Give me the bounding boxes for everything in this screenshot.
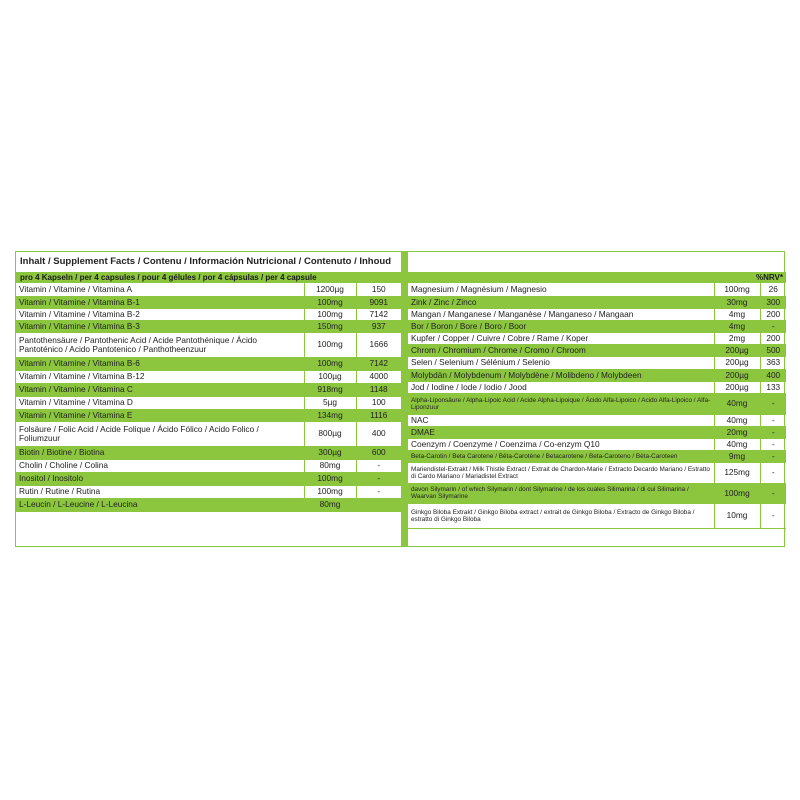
nutrient-nrv: 1116 [356,409,401,421]
nutrient-row [408,381,786,393]
nutrient-row [408,414,786,426]
nutrient-nrv: 1148 [356,383,401,396]
nutrient-nrv: - [356,485,401,498]
nutrient-nrv: - [760,426,786,438]
label-title: Inhalt / Supplement Facts / Contenu / Información Nutricional / Contenuto / Inhoud [16,252,401,273]
nutrient-amount: 40mg [714,414,760,426]
nutrient-amount: 40mg [714,393,760,414]
nutrient-nrv: 100 [356,396,401,409]
nutrient-nrv: 400 [356,421,401,446]
nutrient-nrv: 1666 [356,332,401,357]
nutrient-nrv: - [760,483,786,503]
nutrient-row [16,472,401,485]
nutrient-amount: 4mg [714,308,760,320]
nutrient-name: Vitamin / Vitamine / Vitamina A [16,283,304,296]
nutrient-nrv: 600 [356,446,401,459]
nutrient-amount: 100mg [304,485,356,498]
nutrient-name: Rutin / Rutine / Rutina [16,485,304,498]
nutrient-name: Magnesium / Magnésium / Magnesio [408,283,714,296]
nutrient-nrv: - [760,503,786,528]
nutrient-name: Zink / Zinc / Zinco [408,296,714,308]
nutrient-row [16,296,401,308]
nutrient-amount: 200µg [714,381,760,393]
nutrient-row [408,283,786,296]
nutrient-nrv: 200 [760,308,786,320]
nutrient-name: L-Leucin / L-Leucine / L-Leucina [16,498,304,511]
right-header-blank [408,252,786,273]
nutrient-name: Pantothensäure / Pantothenic Acid / Acide Pantothénique / Ácido Pantoténico / Acido Pantotenico / Panthotheenzuur [16,332,304,357]
nutrient-nrv: 9091 [356,296,401,308]
nutrient-row [408,308,786,320]
nutrient-name: Bor / Boron / Bore / Boro / Boor [408,320,714,332]
nutrient-row [16,421,401,446]
nutrient-row [16,409,401,421]
nutrient-row [16,283,401,296]
nutrient-nrv: 400 [760,369,786,381]
nutrient-row [16,446,401,459]
nutrient-name: Vitamin / Vitamine / Vitamina B-6 [16,357,304,370]
nutrient-name: Vitamin / Vitamine / Vitamina B-12 [16,370,304,383]
nutrient-amount: 10mg [714,503,760,528]
nutrient-row [408,356,786,369]
nutrient-name: Alpha-Liponsäure / Alpha-Lipoic Acid / Acide Alpha-Lipoique / Ácido Alfa-Lipoico / Acido Alfa-Lipoico / Alfa-Liponzuur [408,393,714,414]
nutrient-amount: 134mg [304,409,356,421]
right-nutrient-table [408,283,786,529]
nutrient-name: Biotin / Biotine / Biotina [16,446,304,459]
nutrient-name: Cholin / Choline / Colina [16,459,304,472]
nutrient-amount: 150mg [304,320,356,332]
nutrient-nrv: 200 [760,332,786,344]
nutrient-name: Mangan / Manganese / Manganèse / Manganeso / Mangaan [408,308,714,320]
nutrient-amount: 80mg [304,498,356,511]
nutrient-name: Mariendistel-Extrakt / Milk Thistle Extract / Extrait de Chardon-Marie / Extracto Decardo Mariano / Estratto di Cardo Mariano / Mariadistel Extract [408,462,714,483]
nutrient-amount: 100mg [304,332,356,357]
nutrient-row [408,426,786,438]
nutrient-nrv: 937 [356,320,401,332]
nutrient-amount: 200µg [714,344,760,356]
nutrient-name: Vitamin / Vitamine / Vitamina C [16,383,304,396]
nutrient-name: Selen / Selenium / Sélénium / Selenio [408,356,714,369]
supplement-facts-label [15,251,785,547]
nutrient-name: Vitamin / Vitamine / Vitamina D [16,396,304,409]
nutrient-amount: 100µg [304,370,356,383]
nutrient-amount: 80mg [304,459,356,472]
nutrient-name: Vitamin / Vitamine / Vitamina B-1 [16,296,304,308]
nutrient-nrv: - [760,462,786,483]
nutrient-row [408,438,786,450]
nutrient-nrv: - [760,438,786,450]
nutrient-row [408,462,786,483]
nutrient-amount: 918mg [304,383,356,396]
nutrient-name: Vitamin / Vitamine / Vitamina E [16,409,304,421]
nutrient-nrv: - [356,459,401,472]
nutrient-nrv: - [760,414,786,426]
nutrient-name: Molybdän / Molybdenum / Molybdène / Molibdeno / Molybdeen [408,369,714,381]
column-divider [401,252,408,546]
nutrient-name: Vitamin / Vitamine / Vitamina B-3 [16,320,304,332]
left-nutrient-table [16,283,401,512]
nutrient-name: Vitamin / Vitamine / Vitamina B-2 [16,308,304,320]
nutrient-nrv: 150 [356,283,401,296]
nutrient-nrv: 133 [760,381,786,393]
nutrient-row [408,450,786,462]
nutrient-nrv: 300 [760,296,786,308]
nutrient-row [408,483,786,503]
nutrient-nrv: - [760,393,786,414]
nutrient-row [16,459,401,472]
nutrient-amount: 100mg [304,296,356,308]
nutrient-row [408,320,786,332]
nutrient-row [16,308,401,320]
nutrient-amount: 5µg [304,396,356,409]
nutrient-nrv: - [760,450,786,462]
serving-size: pro 4 Kapseln / per 4 capsules / pour 4 gélules / por 4 cápsulas / per 4 capsule [16,273,401,283]
nutrient-row [16,357,401,370]
nutrient-nrv: 363 [760,356,786,369]
nutrient-amount: 100mg [304,357,356,370]
nutrient-row [408,369,786,381]
nutrient-row [408,393,786,414]
nutrient-name: NAC [408,414,714,426]
nutrient-amount: 4mg [714,320,760,332]
nutrient-amount: 100mg [304,308,356,320]
nutrient-row [16,383,401,396]
nutrient-name: Jod / Iodine / Iode / Iodio / Jood [408,381,714,393]
nutrient-name: davon Silymarin / of which Silymarin / dont Silymarine / de los cuales Silimarina / di cui Silimarina / Waarvan Silymarine [408,483,714,503]
nutrient-amount: 2mg [714,332,760,344]
nutrient-nrv: 500 [760,344,786,356]
nutrient-nrv: - [760,320,786,332]
nutrient-amount: 9mg [714,450,760,462]
nutrient-nrv: 7142 [356,308,401,320]
nutrient-nrv: 7142 [356,357,401,370]
right-column [408,252,786,546]
nutrient-name: Ginkgo Biloba Extrakt / Ginkgo Biloba extract / extrait de Ginkgo Biloba / Extracto de Ginkgo Biloba / estratto di Ginkgo Biloba [408,503,714,528]
nutrient-amount: 20mg [714,426,760,438]
left-column [16,252,401,546]
nutrient-name: Beta-Carotin / Beta Carotene / Bêta-Carotène / Betacarotene / Beta-Caroteno / Bèta-Caroteen [408,450,714,462]
nutrient-nrv: 4000 [356,370,401,383]
nutrient-amount: 300µg [304,446,356,459]
nutrient-amount: 100mg [304,472,356,485]
nrv-header: %NRV* [408,273,786,283]
nutrient-name: Coenzym / Coenzyme / Coenzima / Co-enzym Q10 [408,438,714,450]
nutrient-amount: 1200µg [304,283,356,296]
nutrient-name: Folsäure / Folic Acid / Acide Folique / Ácido Fólico / Acido Folico / Foliumzuur [16,421,304,446]
nutrient-row [16,320,401,332]
nutrient-row [16,396,401,409]
nutrient-amount: 40mg [714,438,760,450]
nutrient-row [408,344,786,356]
nutrient-name: Inositol / Inositolo [16,472,304,485]
nutrient-row [408,296,786,308]
nutrient-name: Chrom / Chromium / Chrome / Cromo / Chroom [408,344,714,356]
nutrient-amount: 125mg [714,462,760,483]
nutrient-row [16,498,401,511]
nutrient-row [16,332,401,357]
nutrient-amount: 100mg [714,283,760,296]
nutrient-row [16,370,401,383]
nutrient-amount: 100mg [714,483,760,503]
nutrient-amount: 200µg [714,369,760,381]
nutrient-row [408,332,786,344]
nutrient-amount: 200µg [714,356,760,369]
nutrient-amount: 800µg [304,421,356,446]
nutrient-row [16,485,401,498]
nutrient-row [408,503,786,528]
nutrient-amount: 30mg [714,296,760,308]
nutrient-nrv [356,498,401,511]
nutrient-name: Kupfer / Copper / Cuivre / Cobre / Rame / Koper [408,332,714,344]
nutrient-name: DMAE [408,426,714,438]
nutrient-nrv: - [356,472,401,485]
nutrient-nrv: 26 [760,283,786,296]
